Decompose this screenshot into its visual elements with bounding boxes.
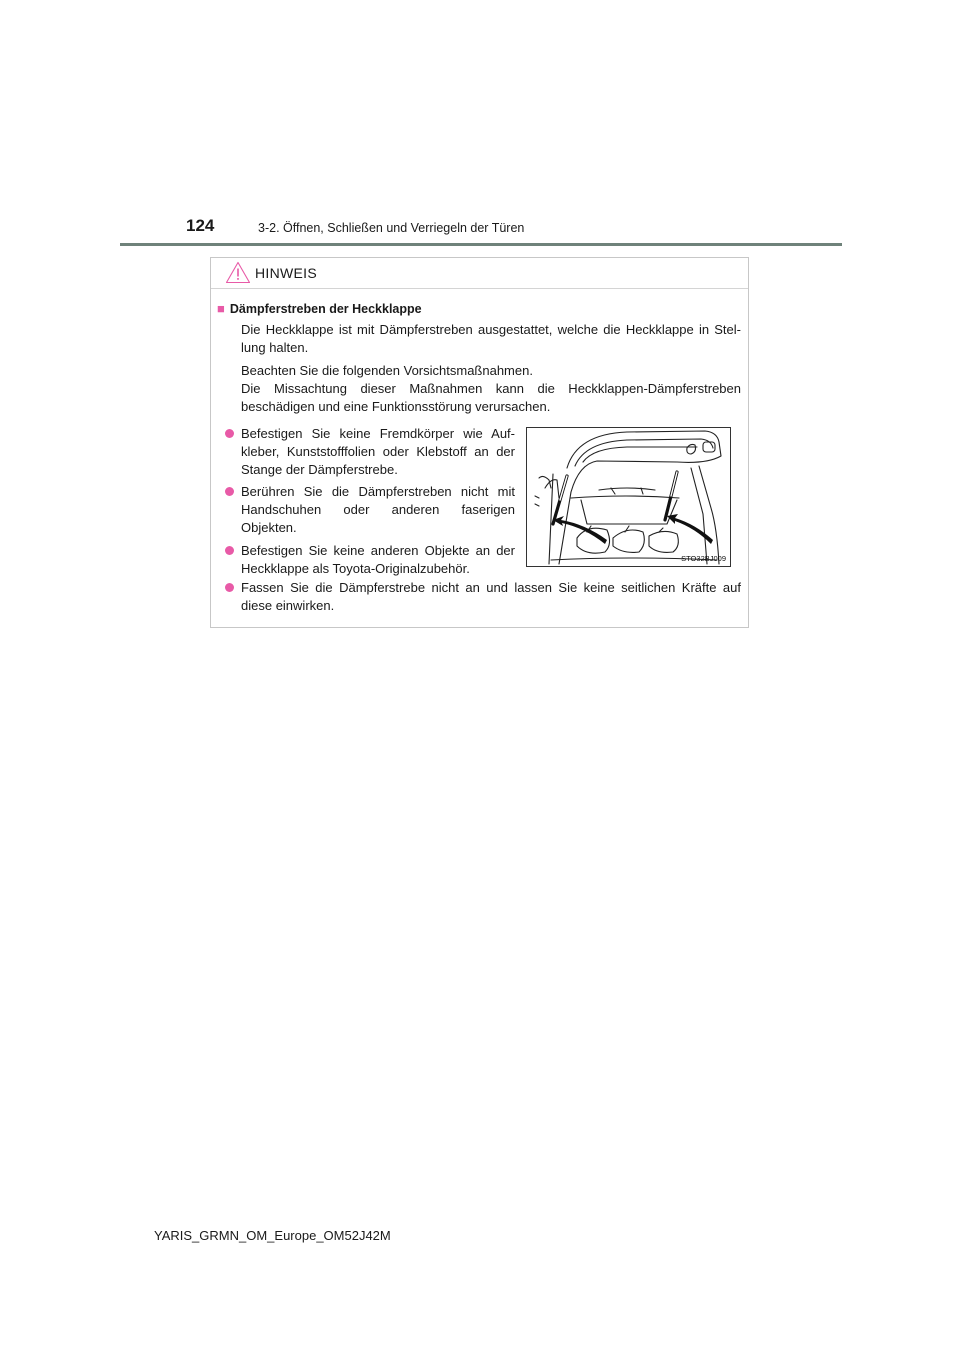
- tailgate-drawing: [527, 428, 730, 566]
- bullet-item: [241, 542, 515, 578]
- bullet-text: Fassen Sie die Dämpferstrebe nicht an und lassen Sie keine seitlichen Kräfte auf diese einwirken.: [241, 580, 741, 613]
- warning-triangle-icon: [225, 261, 251, 284]
- square-marker-icon: ■: [217, 301, 225, 316]
- bullet-text: Befestigen Sie keine Fremdkörper wie Auf-kleber, Kunststofffolien oder Klebstoff an der Stange der Dämpferstrebe.: [241, 426, 515, 477]
- bullet-text: Befestigen Sie keine anderen Objekte an der Heckklappe als Toyota-Originalzubehör.: [241, 543, 515, 576]
- document-id: YARIS_GRMN_OM_Europe_OM52J42M: [154, 1228, 391, 1243]
- bullet-dot-icon: [225, 487, 234, 496]
- notice-box: [210, 257, 749, 628]
- notice-header: [211, 258, 748, 289]
- bullet-dot-icon: [225, 583, 234, 592]
- bullet-item: [241, 579, 741, 615]
- bullet-text: Berühren Sie die Dämpferstreben nicht mit Handschuhen oder anderen faserigen Objekten.: [241, 484, 515, 535]
- paragraph: Die Missachtung dieser Maßnahmen kann die Heckklappen-Dämpferstreben beschädigen und eine Funktionsstörung verursachen.: [241, 381, 741, 414]
- section-title: 3-2. Öffnen, Schließen und Verriegeln der Türen: [258, 221, 525, 235]
- page-number: 124: [186, 216, 215, 235]
- paragraph: Die Heckklappe ist mit Dämpferstreben ausgestattet, welche die Heckklappe in Stel-lung halten.: [241, 322, 741, 355]
- bullet-item: [241, 483, 515, 537]
- bullet-dot-icon: [225, 546, 234, 555]
- paragraph: Beachten Sie die folgenden Vorsichtsmaßnahmen.: [241, 363, 533, 378]
- header-rule: [120, 243, 842, 246]
- notice-title: HINWEIS: [255, 265, 317, 281]
- figure-code: STO32BJ009: [681, 554, 726, 563]
- bullet-dot-icon: [225, 429, 234, 438]
- topic-heading: [217, 301, 422, 316]
- tailgate-strut-illustration: [526, 427, 731, 567]
- bullet-item: [241, 425, 515, 479]
- topic-heading-text: Dämpferstreben der Heckklappe: [229, 302, 422, 316]
